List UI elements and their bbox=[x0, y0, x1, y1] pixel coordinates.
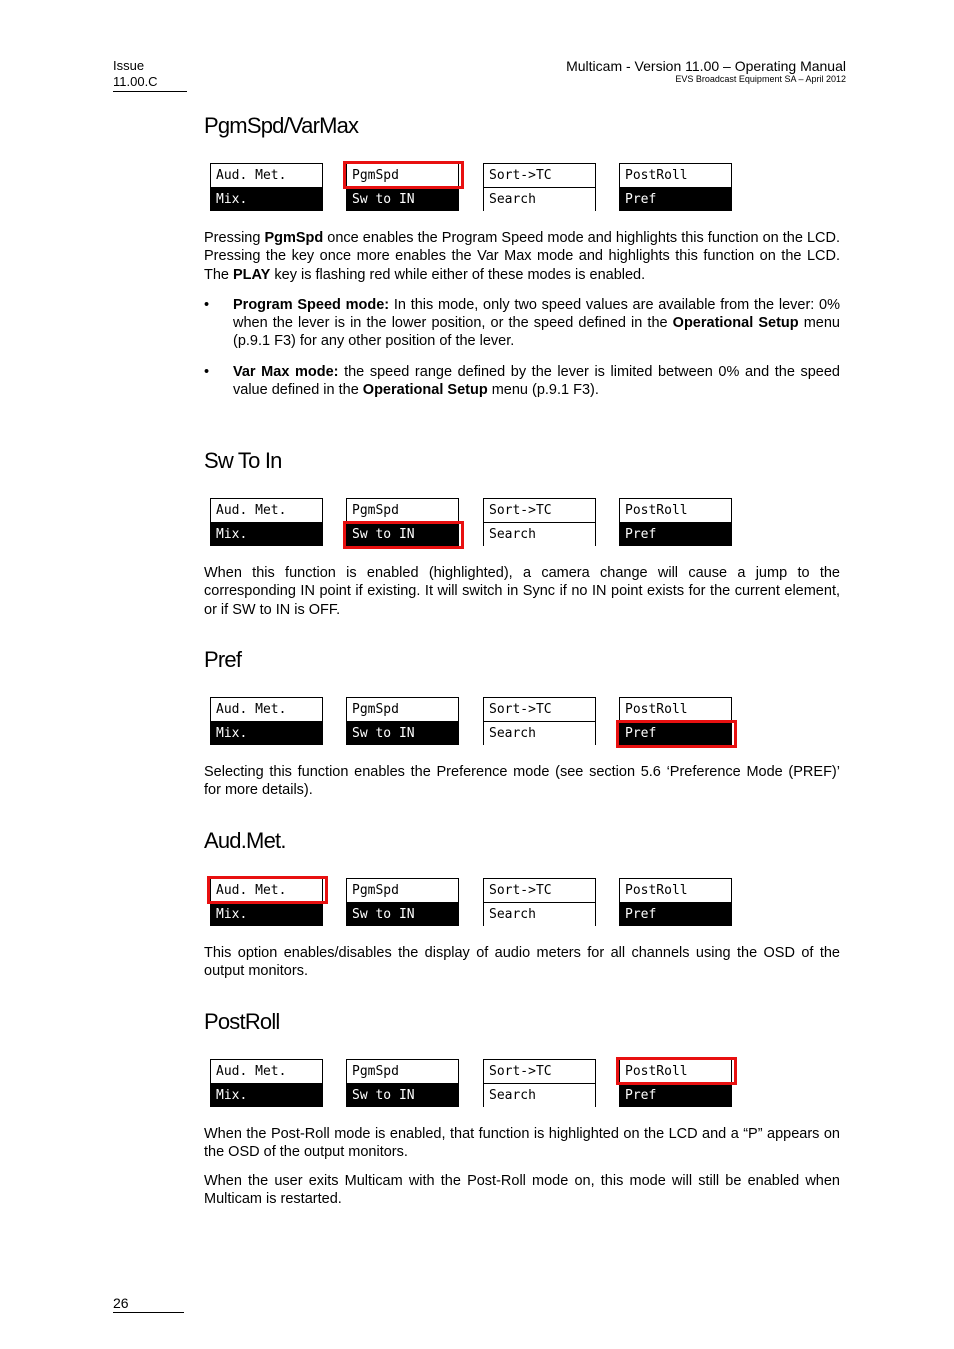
paragraph: Selecting this function enables the Preference mode (see section 5.6 ‘Preference Mode (PREF)’ for more details). bbox=[204, 764, 840, 799]
lcd-key-f3: Sort->TC Search bbox=[483, 878, 596, 926]
list-item: • Program Speed mode: In this mode, only two speed values are available from the lever: 0% when the lever is in the lower position, or the speed defined in the Operational Setup menu (p.9.1 F3) for any other position of the lever. bbox=[204, 296, 840, 350]
lcd-display bbox=[204, 697, 840, 747]
paragraph: Pressing PgmSpd once enables the Program Speed mode and highlights this function on the LCD. Pressing the key once more enables the Var Max mode and highlights this function on the LCD. The PLAY key is flashing red while either of these modes is enabled. bbox=[204, 230, 840, 283]
lcd-key-f2: PgmSpd Sw to IN bbox=[346, 1059, 459, 1107]
section-title: PgmSpd/VarMax bbox=[204, 113, 359, 138]
lcd-display bbox=[204, 498, 840, 548]
lcd-label-postroll: PostRoll bbox=[620, 164, 731, 188]
lcd-key-f3: Sort->TC Search bbox=[483, 498, 596, 546]
lcd-label-aud-met: Aud. Met. bbox=[211, 164, 322, 188]
lcd-key-f4: PostRoll Pref bbox=[619, 878, 732, 926]
list-item: • Var Max mode: the speed range defined by the lever is limited between 0% and the speed value defined in the Operational Setup menu (p.9.1 F3). bbox=[204, 363, 840, 399]
section-title: PostRoll bbox=[204, 1009, 280, 1034]
lcd-key-f1: Aud. Met. Mix. bbox=[210, 498, 323, 546]
lcd-key-f2: PgmSpd Sw to IN bbox=[346, 697, 459, 745]
lcd-label-mix: Mix. bbox=[211, 188, 322, 211]
document-subtitle: EVS Broadcast Equipment SA – April 2012 bbox=[675, 74, 846, 84]
lcd-label-search: Search bbox=[484, 188, 595, 211]
lcd-display bbox=[204, 1059, 840, 1109]
section-sw-to-in bbox=[204, 448, 840, 619]
lcd-key-f1: Aud. Met. Mix. bbox=[210, 697, 323, 745]
lcd-display bbox=[204, 878, 840, 928]
lcd-label-sort-tc: Sort->TC bbox=[484, 164, 595, 188]
lcd-key-f2: PgmSpd Sw to IN bbox=[346, 498, 459, 546]
lcd-label-sw-to-in: Sw to IN bbox=[347, 188, 458, 211]
lcd-display bbox=[204, 163, 840, 213]
document-title: Multicam - Version 11.00 – Operating Manual bbox=[566, 58, 846, 74]
issue-block bbox=[113, 58, 187, 92]
lcd-key-f4 bbox=[619, 163, 732, 211]
section-title: Pref bbox=[204, 647, 242, 672]
lcd-key-f1: Aud. Met. Mix. bbox=[210, 1059, 323, 1107]
lcd-label-pgmspd: PgmSpd bbox=[347, 164, 458, 188]
document-header bbox=[566, 58, 846, 85]
paragraph: This option enables/disables the display of audio meters for all channels using the OSD of the output monitors. bbox=[204, 945, 840, 980]
issue-number: 11.00.C bbox=[113, 74, 158, 89]
section-aud-met bbox=[204, 828, 840, 981]
paragraph: When the Post-Roll mode is enabled, that function is highlighted on the LCD and a “P” appears on the OSD of the output monitors. bbox=[204, 1126, 840, 1161]
issue-label: Issue bbox=[113, 58, 145, 73]
lcd-key-f4: PostRoll Pref bbox=[619, 697, 732, 745]
lcd-label-pref: Pref bbox=[620, 188, 731, 211]
bullet-list bbox=[204, 296, 840, 399]
section-title: Aud.Met. bbox=[204, 828, 286, 853]
section-postroll bbox=[204, 1009, 840, 1208]
section-pgmspd bbox=[204, 113, 840, 399]
lcd-key-f3 bbox=[483, 163, 596, 211]
lcd-key-f1: Aud. Met. Mix. bbox=[210, 878, 323, 926]
lcd-key-f2: PgmSpd Sw to IN bbox=[346, 878, 459, 926]
paragraph: When the user exits Multicam with the Post-Roll mode on, this mode will still be enabled when Multicam is restarted. bbox=[204, 1172, 840, 1207]
section-title: Sw To In bbox=[204, 448, 282, 473]
lcd-key-f3: Sort->TC Search bbox=[483, 697, 596, 745]
lcd-key-f4: PostRoll Pref bbox=[619, 498, 732, 546]
lcd-key-f1 bbox=[210, 163, 323, 211]
lcd-key-f4: PostRoll Pref bbox=[619, 1059, 732, 1107]
page-number: 26 bbox=[113, 1294, 184, 1313]
paragraph: When this function is enabled (highlighted), a camera change will cause a jump to the corresponding IN point if existing. It will switch in Sync if no IN point exists for the current element, or if SW to IN is OFF. bbox=[204, 565, 840, 618]
lcd-key-f3: Sort->TC Search bbox=[483, 1059, 596, 1107]
section-pref bbox=[204, 647, 840, 800]
lcd-key-f2 bbox=[346, 163, 459, 211]
